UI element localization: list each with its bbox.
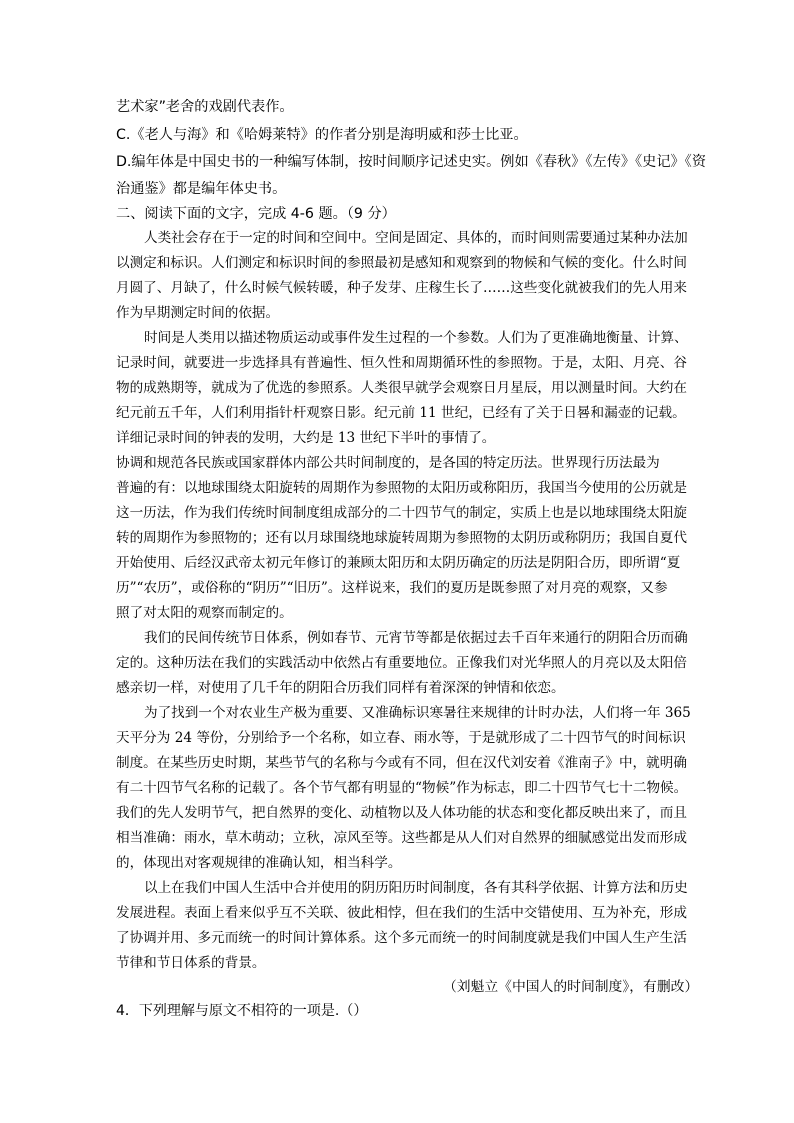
paragraph-3-line-1: 协调和规范各民族或国家群体内部公共时间制度的，是各国的特定历法。世界现行历法最为 bbox=[116, 455, 660, 471]
paragraph-2-line-2: 记录时间，就要进一步选择具有普遍性、恒久性和周期循环性的参照物。于是，太阳、月亮、谷 bbox=[116, 355, 687, 371]
paragraph-1-line-2: 以测定和标识。人们测定和标识时间的参照最初是感知和观察到的物候和气候的变化。什么时间 bbox=[116, 255, 687, 271]
paragraph-5-line-2: 天平分为 24 等份，分别给予一个名称，如立春、雨水等，于是就形成了二十四节气的时间标识 bbox=[116, 730, 686, 746]
option-d: D.编年体是中国史书的一种编写体制，按时间顺序记述史实。例如《春秋》《左传》《史记》《资 bbox=[116, 154, 707, 170]
paragraph-3-line-5: 开始使用、后经汉武帝太初元年修订的兼顾太阳历和太阴历确定的历法是阴阳合历，即所谓“夏 bbox=[116, 555, 681, 571]
paragraph-3-line-4: 转的周期作为参照物的；还有以月球围绕地球旋转周期为参照物的太阴历或称阴历；我国自夏代 bbox=[116, 530, 687, 546]
paragraph-5-line-1: 为了找到一个对农业生产极为重要、又准确标识寒暑往来规律的计时办法，人们将一年 365 bbox=[144, 705, 691, 721]
paragraph-3-line-6: 历”“农历”，或俗称的“阴历”“旧历”。这样说来，我们的夏历是既参照了对月亮的观察，又参 bbox=[116, 580, 668, 596]
paragraph-3-line-3: 这一历法，作为我们传统时间制度组成部分的二十四节气的制定，实质上也是以地球围绕太阳旋 bbox=[116, 505, 687, 521]
paragraph-6-line-3: 了协调并用、多元而统一的时间计算体系。这个多元而统一的时间制度就是我们中国人生产生活 bbox=[116, 930, 687, 946]
paragraph-1-line-4: 作为早期测定时间的依据。 bbox=[116, 305, 280, 321]
source-attribution: （刘魁立《中国人的时间制度》，有删改） bbox=[443, 979, 699, 995]
paragraph-4-line-1: 我们的民间传统节日体系，例如春节、元宵节等都是依据过去千百年来通行的阴阳合历而确 bbox=[144, 630, 688, 646]
paragraph-5-line-5: 我们的先人发明节气，把自然界的变化、动植物以及人体功能的状态和变化都反映出来了，而且 bbox=[116, 805, 687, 821]
paragraph-2-line-4: 纪元前五千年，人们利用指针杆观察日影。纪元前 11 世纪，已经有了关于日晷和漏壶的记载。 bbox=[116, 405, 686, 421]
paragraph-1-line-1: 人类社会存在于一定的时间和空间中。空间是固定、具体的，而时间则需要通过某种办法加 bbox=[144, 230, 688, 246]
option-d-continuation: 治通鉴》都是编年体史书。 bbox=[116, 181, 287, 197]
paragraph-1-line-3: 月圆了、月缺了，什么时候气候转暖，种子发芽、庄稼生长了……这些变化就被我们的先人用来 bbox=[116, 280, 687, 296]
paragraph-4-line-2: 定的。这种历法在我们的实践活动中依然占有重要地位。正像我们对光华照人的月亮以及太阳倍 bbox=[116, 655, 687, 671]
paragraph-2-line-5: 详细记录时间的钟表的发明，大约是 13 世纪下半叶的事情了。 bbox=[116, 430, 496, 446]
option-b-continuation: 艺术家”老舍的戏剧代表作。 bbox=[116, 99, 294, 115]
paragraph-5-line-3: 制度。在某些历史时期，某些节气的名称与今或有不同，但在汉代刘安着《淮南子》中，就明确 bbox=[116, 755, 687, 771]
paragraph-3-line-2: 普遍的有：以地球围绕太阳旋转的周期作为参照物的太阳历或称阳历，我国当今使用的公历就是 bbox=[116, 480, 687, 496]
question-4: 4．下列理解与原文不相符的一项是.（） bbox=[116, 1003, 368, 1019]
paragraph-6-line-2: 发展进程。表面上看来似乎互不关联、彼此相悖，但在我们的生活中交错使用、互为补充，形成 bbox=[116, 905, 687, 921]
paragraph-2-line-3: 物的成熟期等，就成为了优选的参照系。人类很早就学会观察日月星辰，用以测量时间。大约在 bbox=[116, 380, 687, 396]
paragraph-5-line-4: 有二十四节气名称的记载了。各个节气都有明显的“物候”作为标志，即二十四节气七十二物候。 bbox=[116, 780, 688, 796]
paragraph-3-line-7: 照了对太阳的观察而制定的。 bbox=[116, 605, 293, 621]
paragraph-6-line-1: 以上在我们中国人生活中合并使用的阴历阳历时间制度，各有其科学依据、计算方法和历史 bbox=[144, 880, 688, 896]
paragraph-2-line-1: 时间是人类用以描述物质运动或事件发生过程的一个参数。人们为了更准确地衡量、计算、 bbox=[144, 330, 688, 346]
option-c: C.《老人与海》和《哈姆莱特》的作者分别是海明威和莎士比亚。 bbox=[116, 127, 528, 143]
section-heading: 二、阅读下面的文字，完成 4-6 题。（9 分） bbox=[116, 206, 396, 222]
paragraph-5-line-6: 相当准确：雨水，草木萌动；立秋，凉风至等。这些都是从人们对自然界的细腻感觉出发而形成 bbox=[116, 830, 687, 846]
paragraph-5-line-7: 的，体现出对客观规律的准确认知，相当科学。 bbox=[116, 855, 402, 871]
paragraph-6-line-4: 节律和节日体系的背景。 bbox=[116, 955, 266, 971]
paragraph-4-line-3: 感亲切一样，对使用了几千年的阴阳合历我们同样有着深深的钟情和依恋。 bbox=[116, 680, 565, 696]
